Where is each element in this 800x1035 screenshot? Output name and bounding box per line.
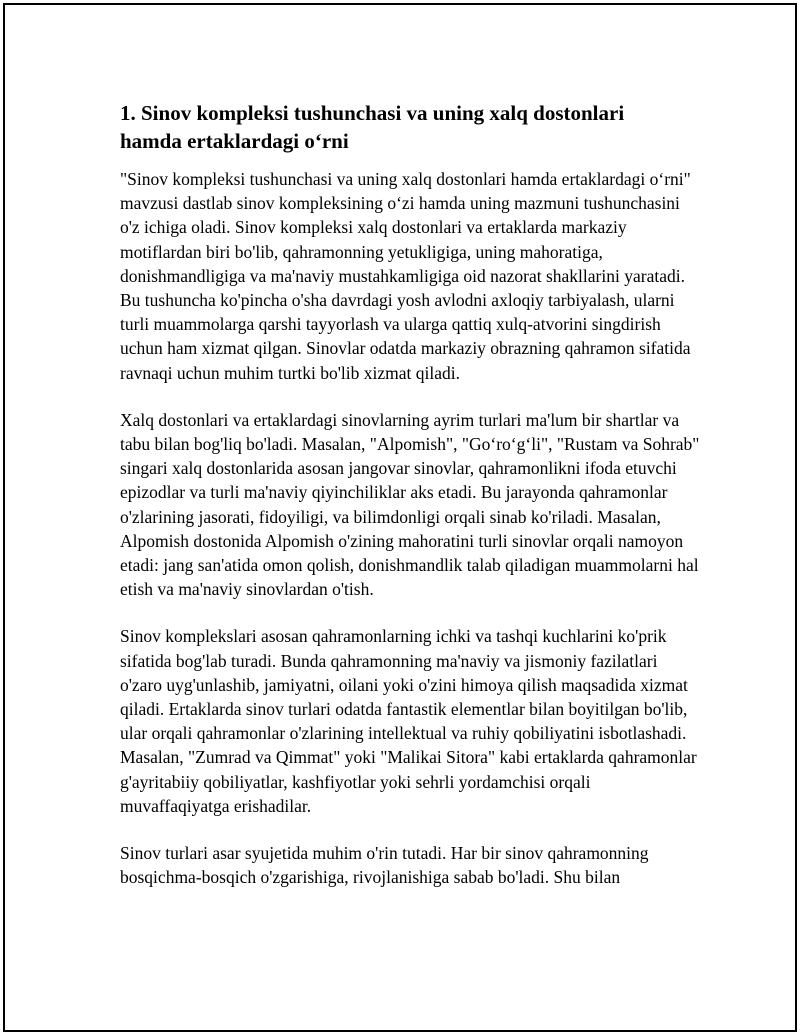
paragraph-3: Sinov komplekslari asosan qahramonlarning ichki va tashqi kuchlarini ko'prik sifatida bog'lab turadi. Bunda qahramonning ma'naviy va jismoniy fazilatlari o'zaro uyg'unlashib, jamiyatni, oilani yoki o'zini himoya qilish maqsadida xizmat qiladi. Ertaklarda sinov turlari odatda fantastik elementlar bilan boyitilgan bo'lib, ular orqali qahramonlar o'zlarining intellektual va ruhiy qobiliyatini isbotlashadi. Masalan, "Zumrad va Qimmat" yoki "Malikai Sitora" kabi ertaklarda qahramonlar g'ayritabiiy qobiliyatlar, kashfiyotlar yoki sehrli yordamchisi orqali muvaffaqiyatga erishadilar. xyxy=(120,626,697,816)
page-frame xyxy=(3,3,797,1032)
paragraph-4: Sinov turlari asar syujetida muhim o'rin tutadi. Har bir sinov qahramonning bosqichma-bosqich o'zgarishiga, rivojlanishiga sabab bo'ladi. Shu bilan xyxy=(120,843,649,888)
paragraph-1: "Sinov kompleksi tushunchasi va uning xalq dostonlari hamda ertaklardagi o‘rni" mavzusi dastlab sinov kompleksining o‘zi hamda uning mazmuni tushunchasini o'z ichiga oladi. Sinov kompleksi xalq dostonlari va ertaklarda markaziy motiflardan biri bo'lib, qahramonning yetukligiga, uning mahoratiga, donishmandligiga va ma'naviy mustahkamligiga oid nazorat shakllarini yaratadi. Bu tushuncha ko'pincha o'sha davrdagi yosh avlodni axloqiy tarbiyalash, ularni turli muammolarga qarshi tayyorlash va ularga qattiq xulq-atvorini singdirish uchun ham xizmat qilgan. Sinovlar odatda markaziy obrazning qahramon sifatida ravnaqi uchun muhim turtki bo'lib xizmat qiladi. xyxy=(120,169,691,383)
section-heading xyxy=(120,99,700,155)
paragraph-2: Xalq dostonlari va ertaklardagi sinovlarning ayrim turlari ma'lum bir shartlar va tabu bilan bog'liq bo'ladi. Masalan, "Alpomish", "Go‘ro‘g‘li", "Rustam va Sohrab" singari xalq dostonlarida asosan jangovar sinovlar, qahramonlikni ifoda etuvchi epizodlar va turli ma'naviy qiyinchiliklar aks etadi. Bu jarayonda qahramonlar o'zlarining jasorati, fidoyiligi, va bilimdonligi orqali sinab ko'riladi. Masalan, Alpomish dostonida Alpomish o'zining mahoratini turli sinovlar orqali namoyon etadi: jang san'atida omon qolish, donishmandlik talab qiladigan muammolarni hal etish va ma'naviy sinovlardan o'tish. xyxy=(120,409,700,600)
section-heading-line-1: 1. Sinov kompleksi tushunchasi va uning xalq dostonlari xyxy=(120,101,625,125)
section-heading-line-2: hamda ertaklardagi o‘rni xyxy=(120,129,349,153)
document-body xyxy=(120,99,700,912)
